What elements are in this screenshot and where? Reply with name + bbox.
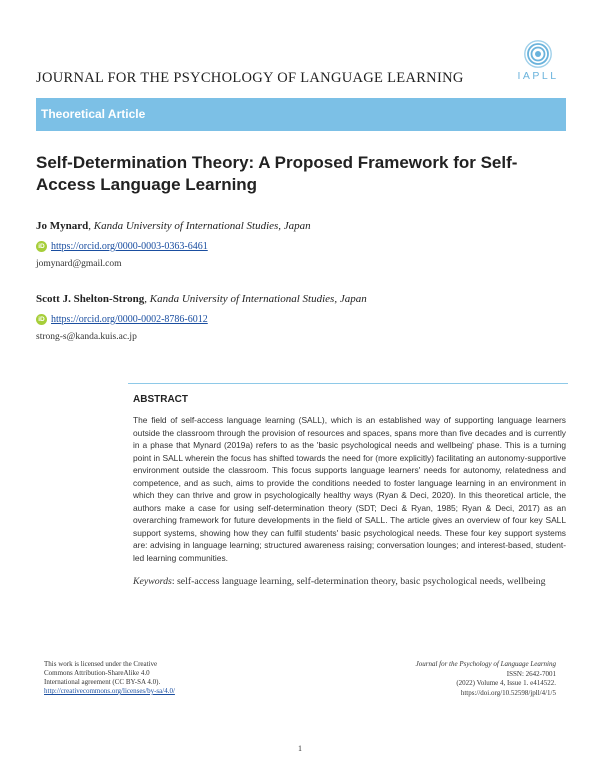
article-title: Self-Determination Theory: A Proposed Framework for Self-Access Language Learning <box>36 153 518 194</box>
license-link[interactable]: http://creativecommons.org/licenses/by-sa/4.0/ <box>44 687 175 695</box>
license-line: This work is licensed under the Creative <box>44 660 158 668</box>
article-type-label: Theoretical Article <box>41 107 146 121</box>
keywords-list: : self-access language learning, self-determination theory, basic psychological needs, wellbeing <box>171 576 546 587</box>
iapll-logo <box>508 40 568 82</box>
citation-volume: (2022) Volume 4, Issue 1. e414522. <box>456 679 556 687</box>
abstract-heading: ABSTRACT <box>133 394 188 405</box>
journal-title: JOURNAL FOR THE PSYCHOLOGY OF LANGUAGE LEARNING <box>36 70 464 86</box>
author-2-orcid-link[interactable]: https://orcid.org/0000-0002-8786-6012 <box>51 314 208 325</box>
article-type-banner <box>36 98 566 131</box>
author-2-name: Scott J. Shelton-Strong <box>36 293 145 305</box>
author-2-affiliation: Kanda University of International Studies, Japan <box>149 293 367 305</box>
author-2-orcid <box>36 314 208 325</box>
author-1-affiliation: Kanda University of International Studies, Japan <box>93 220 311 232</box>
license-line: International agreement (CC BY-SA 4.0). <box>44 678 161 686</box>
orcid-icon: iD <box>36 241 47 252</box>
abstract-body: The field of self-access language learning (SALL), which is an established way of supporting language learners outside the classroom through the provision of resources and spaces, spans more than five decades and is currently in a phase that Mynard (2019a) refers to as the 'basic psychological needs and wellbeing' phase. This is a turning point in SALL wherein the focus has shifted towards the need for (more explicitly) facilitating an autonomy-supportive environment outside the classroom. This focus supports language learners' needs for autonomy, relatedness and competence, and as such, aims to provide the conditions needed to foster language learning in an environment in which they can thrive and grow in psychologically healthy ways (Ryan & Deci, 2020). In this theoretical article, the authors make a case for using self-determination theory (SDT; Deci & Ryan, 1985; Ryan & Deci, 2017) as an overarching framework for future developments in the field of SALL. The article gives an overview of four key SALL support systems, showing how they can fulfil students' basic psychological needs. These four key support systems are: advising in language learning; structured awareness raising; conversation lounges; and interest-based, student-led learning communities. <box>133 415 566 563</box>
author-1-orcid <box>36 241 208 252</box>
logo-rings-icon <box>523 40 553 68</box>
license-line: Commons Attribution-ShareAlike 4.0 <box>44 669 150 677</box>
citation-issn: ISSN: 2642-7001 <box>506 669 556 678</box>
author-1-name: Jo Mynard <box>36 220 89 232</box>
author-1-orcid-link[interactable]: https://orcid.org/0000-0003-0363-6461 <box>51 241 208 252</box>
license-notice <box>44 660 214 696</box>
keywords-label: Keywords <box>133 576 172 587</box>
abstract-section <box>128 383 568 587</box>
citation-doi[interactable]: https://doi.org/10.52598/jpll/4/1/5 <box>460 688 556 697</box>
logo-text: IAPLL <box>517 70 559 82</box>
citation-block <box>356 660 556 698</box>
citation-journal: Journal for the Psychology of Language Learning <box>415 660 556 668</box>
page-number: 1 <box>298 744 302 753</box>
orcid-icon: iD <box>36 314 47 325</box>
author-1-email: jomynard@gmail.com <box>36 259 122 269</box>
author-2: Scott J. Shelton-Strong, Kanda University of International Studies, Japan <box>36 293 367 305</box>
author-1: Jo Mynard, Kanda University of International Studies, Japan <box>36 220 311 232</box>
keywords <box>133 576 568 587</box>
author-2-email: strong-s@kanda.kuis.ac.jp <box>36 332 137 342</box>
